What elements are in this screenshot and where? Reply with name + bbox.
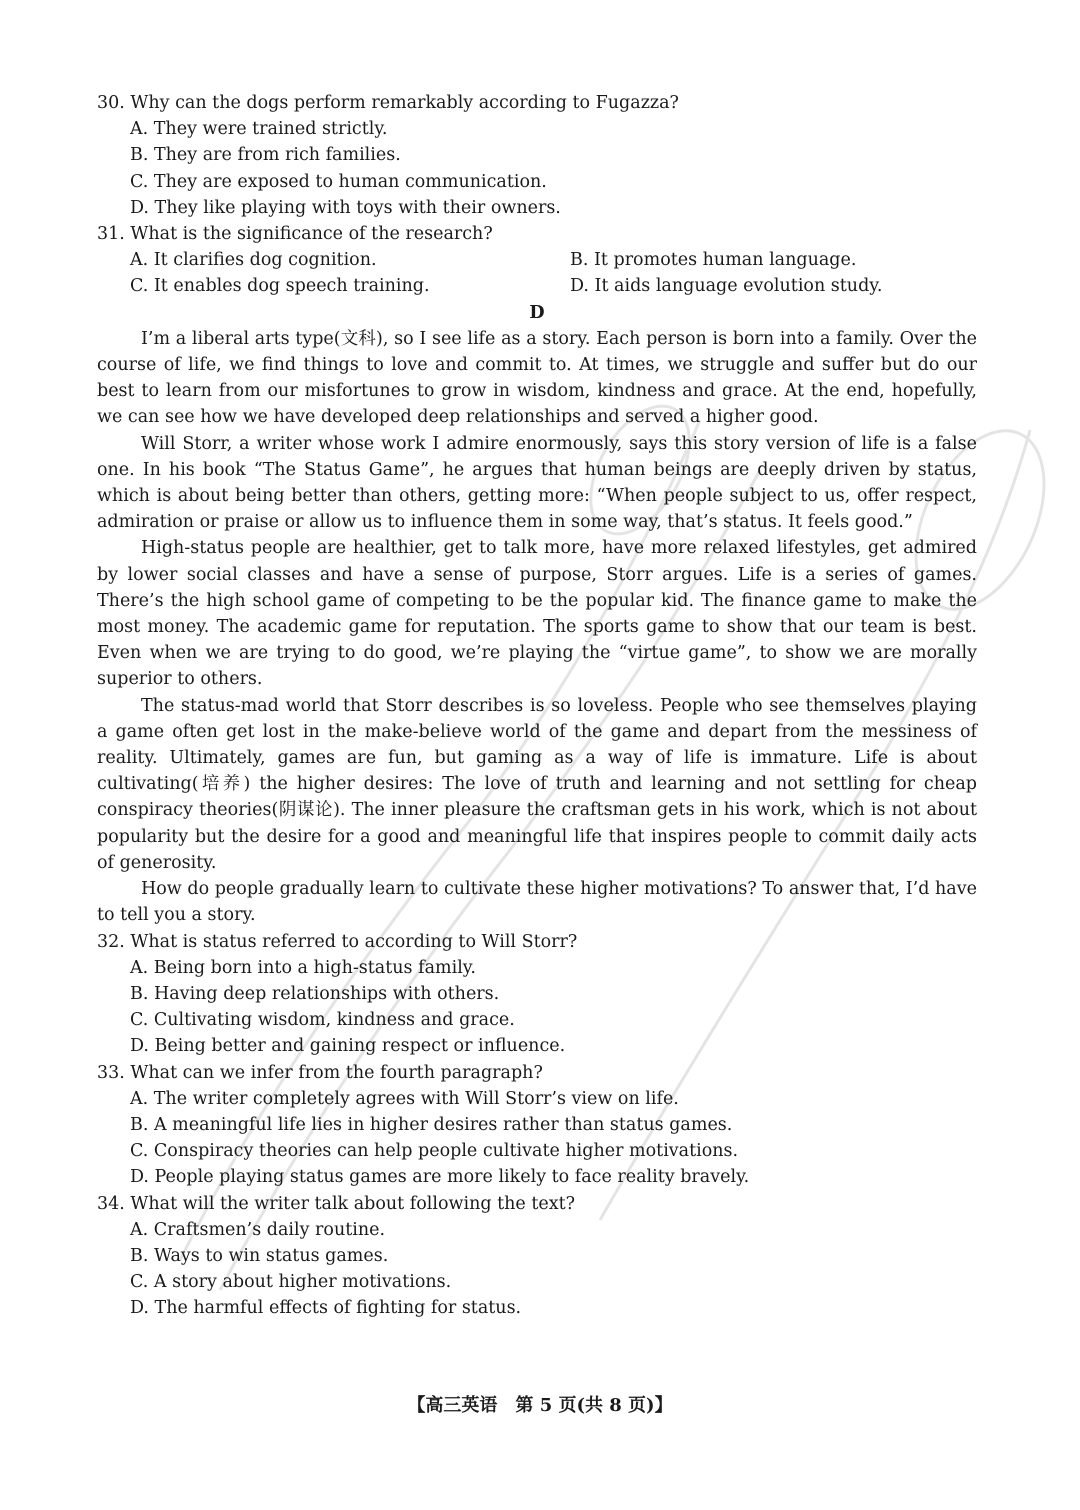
option-c: C. Conspiracy theories can help people cultivate higher motivations. [130,1141,739,1162]
paragraph-4: The status-mad world that Storr describes is so loveless. People who see themselves playing a game often get lost in the make-believe world of the game and depart from the messiness of reality. Ultimately, games are fun, but gaming as a way of life is immature. Life is about cultivating(培养) the higher desires: The love of truth and learning and not settling for cheap conspiracy theories(阴谋论). The inner pleasure the craftsman gets in his work, which is not about popularity but the desire for a good and meaningful life that inspires people to commit daily acts of generosity. [97,695,977,873]
option-b: B. A meaningful life lies in higher desires rather than status games. [130,1114,733,1135]
option-d: D. People playing status games are more likely to face reality bravely. [130,1167,750,1188]
option-c: C. Cultivating wisdom, kindness and grace. [130,1010,515,1031]
option-a: A. Being born into a high-status family. [130,957,476,978]
option-a: A. Craftsmen’s daily routine. [130,1219,386,1240]
option-d: D. It aids language evolution study. [570,276,883,297]
question-stem: 30. Why can the dogs perform remarkably according to Fugazza? [97,93,679,113]
question-34 [97,1191,977,1322]
question-stem: 34. What will the writer talk about following the text? [97,1193,576,1214]
paragraph-1: I’m a liberal arts type(文科), so I see life as a story. Each person is born into a family. Over the course of life, we find things to love and commit to. At times, we struggle and suffer but do our best to learn from our misfortunes to grow in wisdom, kindness and grace. At the end, hopefully, we can see how we have developed deep relationships and served a higher good. [97,328,977,428]
option-b: B. They are from rich families. [130,145,401,166]
option-b: B. It promotes human language. [570,250,857,271]
option-a: A. The writer completely agrees with Will Storr’s view on life. [130,1088,679,1109]
option-a: A. It clarifies dog cognition. [130,250,377,271]
question-33 [97,1060,977,1191]
page-footer: 【高三英语 第 5 页(共 8 页)】 [407,1395,673,1416]
question-stem: 33. What can we infer from the fourth paragraph? [97,1062,543,1083]
question-stem: 31. What is the significance of the research? [97,224,493,245]
option-d: D. Being better and gaining respect or influence. [130,1036,566,1057]
paragraph-3: High-status people are healthier, get to talk more, have more relaxed lifestyles, get admired by lower social classes and have a sense of purpose, Storr argues. Life is a series of games. There’s the high school game of competing to be the popular kid. The finance game to make the most money. The academic game for reputation. The sports game to show that our team is best. Even when we are trying to do good, we’re playing the “virtue game”, to show we are morally superior to others. [97,538,977,690]
option-b: B. Ways to win status games. [130,1245,389,1266]
option-c: C. A story about higher motivations. [130,1272,452,1293]
option-c: C. They are exposed to human communication. [130,171,547,192]
exam-page [97,90,977,1322]
option-a: A. They were trained strictly. [130,119,388,140]
paragraph-2: Will Storr, a writer whose work I admire enormously, says this story version of life is a false one. In his book “The Status Game”, he argues that human beings are deeply driven by status, which is about being better than others, getting more: “When people subject to us, offer respect, admiration or praise or allow us to influence them in some way, that’s status. It feels good.” [97,433,977,533]
question-31 [97,221,977,300]
option-c: C. It enables dog speech training. [130,276,430,297]
section-title: D [529,302,545,323]
option-grid [97,247,977,299]
option-d: D. They like playing with toys with their owners. [130,197,561,218]
option-d: D. The harmful effects of fighting for status. [130,1298,522,1319]
option-b: B. Having deep relationships with others. [130,983,500,1004]
question-30 [97,90,977,221]
reading-passage [97,326,977,929]
paragraph-5: How do people gradually learn to cultivate these higher motivations? To answer that, I’d have to tell you a story. [97,879,977,926]
question-32 [97,929,977,1060]
question-stem: 32. What is status referred to according to Will Storr? [97,931,578,952]
